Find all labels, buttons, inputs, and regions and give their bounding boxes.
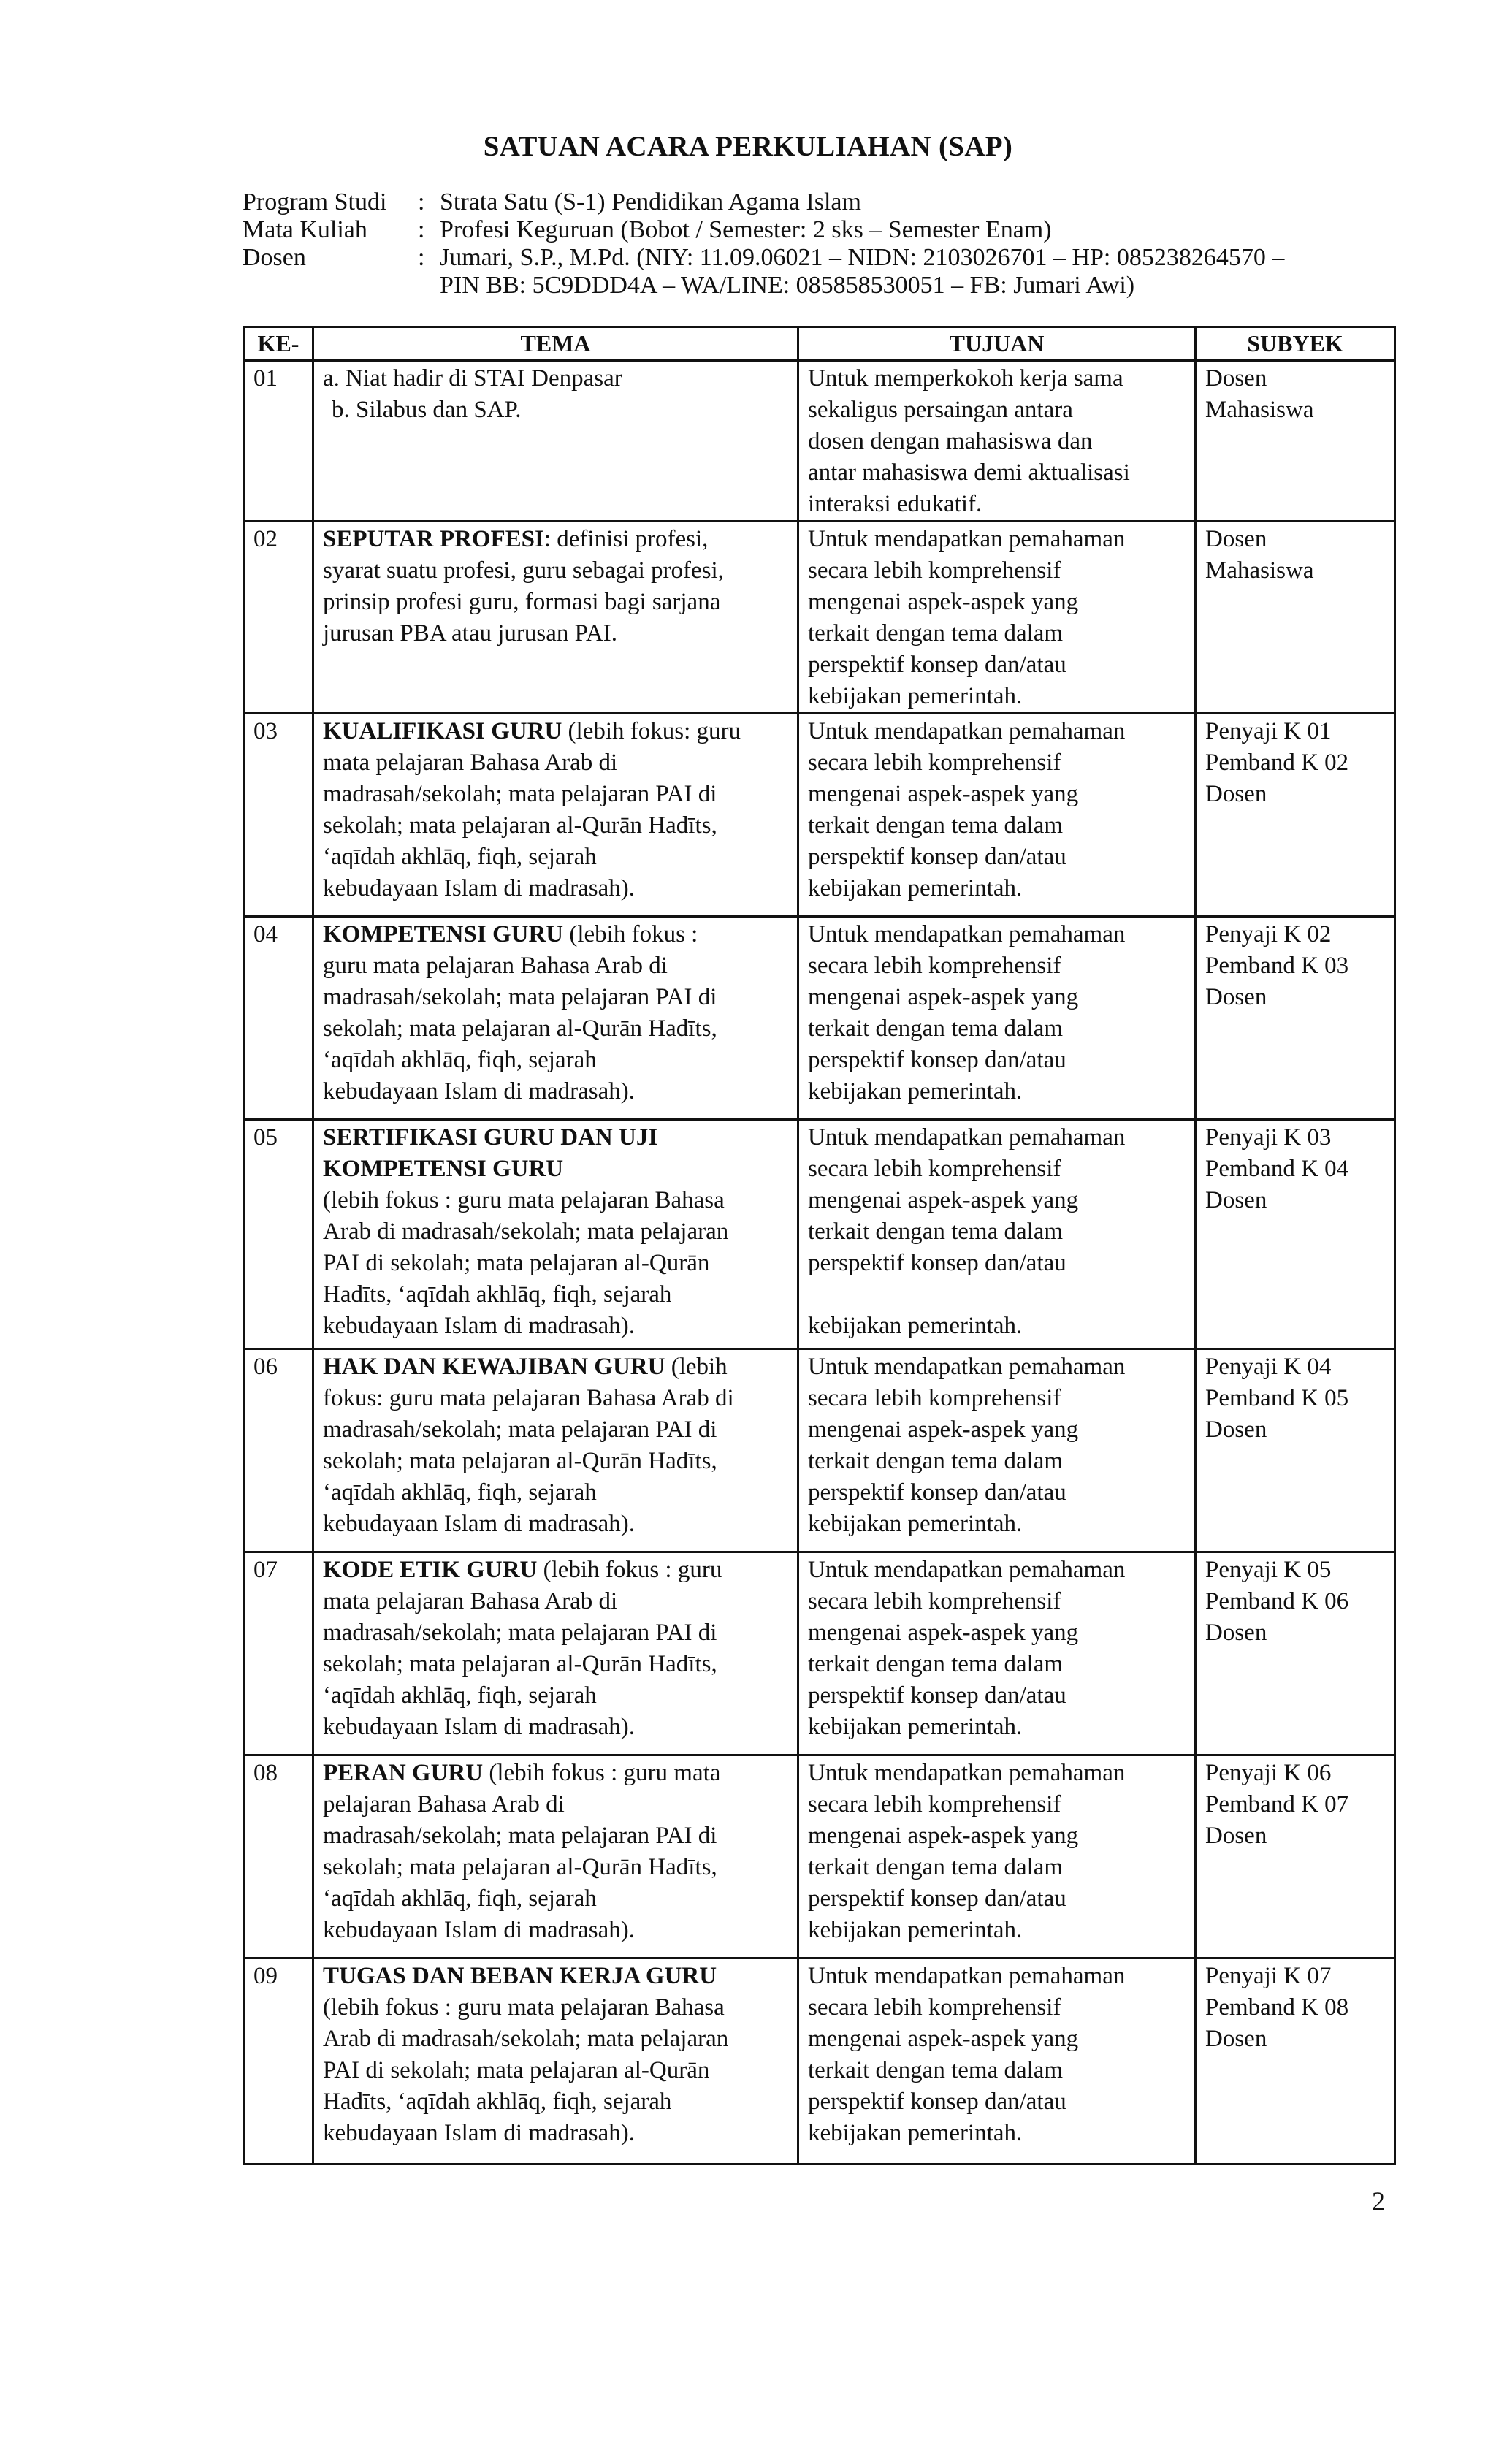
meta-row-program-studi bbox=[243, 188, 1389, 216]
subyek-cell bbox=[1196, 1755, 1395, 1958]
subyek-text: Mahasiswa bbox=[1205, 397, 1314, 423]
tujuan-text: mengenai aspek-aspek yang bbox=[808, 984, 1079, 1010]
tujuan-text: Untuk mendapatkan pemahaman bbox=[808, 1963, 1126, 1989]
meta-row-mata-kuliah bbox=[243, 216, 1389, 244]
row-number: 02 bbox=[244, 522, 313, 714]
document-title: SATUAN ACARA PERKULIAHAN (SAP) bbox=[483, 131, 1013, 162]
tujuan-text: terkait dengan tema dalam bbox=[808, 812, 1064, 839]
tema-text: PAI di sekolah; mata pelajaran al-Qurān bbox=[323, 2057, 710, 2083]
subyek-text: Pemband K 04 bbox=[1205, 1156, 1349, 1182]
tema-first-line bbox=[323, 919, 788, 950]
subyek-cell bbox=[1196, 361, 1395, 522]
tema-text: ‘aqīdah akhlāq, fiqh, sejarah bbox=[323, 1479, 597, 1506]
tujuan-text: terkait dengan tema dalam bbox=[808, 1854, 1064, 1880]
subyek-text: Pemband K 06 bbox=[1205, 1588, 1349, 1614]
tema-topic: TUGAS DAN BEBAN KERJA GURU bbox=[323, 1963, 717, 1989]
tema-text: kebudayaan Islam di madrasah). bbox=[323, 1714, 636, 1740]
meta-value-line: Jumari, S.P., M.Pd. (NIY: 11.09.06021 – NIDN: 2103026701 – HP: 085238264570 – bbox=[440, 244, 1285, 271]
subyek-text: Dosen bbox=[1205, 365, 1267, 392]
tujuan-text: perspektif konsep dan/atau bbox=[808, 652, 1066, 678]
tujuan-text: perspektif konsep dan/atau bbox=[808, 1250, 1066, 1276]
meta-value: Strata Satu (S-1) Pendidikan Agama Islam bbox=[440, 188, 861, 215]
tujuan-text: secara lebih komprehensif bbox=[808, 750, 1061, 776]
tema-text: syarat suatu profesi, guru sebagai profesi, bbox=[323, 557, 724, 584]
header-tujuan: TUJUAN bbox=[798, 327, 1196, 361]
tujuan-cell bbox=[798, 1755, 1196, 1958]
tujuan-text: mengenai aspek-aspek yang bbox=[808, 1416, 1079, 1443]
subyek-text: Dosen bbox=[1205, 984, 1267, 1010]
tujuan-cell bbox=[798, 1120, 1196, 1349]
tema-text: fokus: guru mata pelajaran Bahasa Arab di bbox=[323, 1385, 734, 1411]
meta-colon: : bbox=[418, 188, 425, 215]
tujuan-text: secara lebih komprehensif bbox=[808, 1588, 1061, 1614]
meta-label: Dosen bbox=[243, 244, 306, 271]
tema-text: pelajaran Bahasa Arab di bbox=[323, 1791, 565, 1818]
tujuan-text: secara lebih komprehensif bbox=[808, 1994, 1061, 2021]
subyek-text: Penyaji K 06 bbox=[1205, 1760, 1332, 1786]
subyek-text: Pemband K 07 bbox=[1205, 1791, 1349, 1818]
tujuan-text: terkait dengan tema dalam bbox=[808, 1448, 1064, 1474]
tema-first-line bbox=[323, 1555, 788, 1586]
tema-first-line bbox=[323, 1122, 788, 1153]
meta-row-dosen bbox=[243, 244, 1389, 300]
meta-value bbox=[440, 244, 1389, 300]
tema-cell bbox=[313, 1552, 798, 1755]
tujuan-text: antar mahasiswa demi aktualisasi bbox=[808, 459, 1130, 486]
tujuan-text: Untuk mendapatkan pemahaman bbox=[808, 921, 1126, 947]
tema-text: mata pelajaran Bahasa Arab di bbox=[323, 750, 618, 776]
tema-cell bbox=[313, 1349, 798, 1552]
table-row bbox=[244, 1349, 1395, 1552]
tema-text: (lebih fokus : guru mata pelajaran Bahasa bbox=[323, 1994, 725, 2021]
tujuan-cell bbox=[798, 361, 1196, 522]
subyek-text: Pemband K 05 bbox=[1205, 1385, 1349, 1411]
tema-text: kebudayaan Islam di madrasah). bbox=[323, 1917, 636, 1943]
tujuan-text: secara lebih komprehensif bbox=[808, 953, 1061, 979]
tema-text: Arab di madrasah/sekolah; mata pelajaran bbox=[323, 2026, 729, 2052]
tujuan-cell bbox=[798, 1349, 1196, 1552]
tujuan-text: mengenai aspek-aspek yang bbox=[808, 2026, 1079, 2052]
tema-first-line bbox=[323, 716, 788, 747]
row-number: 05 bbox=[244, 1120, 313, 1349]
tema-first-line bbox=[323, 524, 788, 555]
tema-cell bbox=[313, 1958, 798, 2164]
subyek-text: Dosen bbox=[1205, 1823, 1267, 1849]
meta-colon: : bbox=[418, 244, 425, 271]
tema-cell bbox=[313, 361, 798, 522]
tujuan-text: Untuk mendapatkan pemahaman bbox=[808, 1557, 1126, 1583]
tema-text: Arab di madrasah/sekolah; mata pelajaran bbox=[323, 1218, 729, 1245]
tema-first-line bbox=[323, 1758, 788, 1789]
tujuan-text: terkait dengan tema dalam bbox=[808, 620, 1064, 646]
tema-text: kebudayaan Islam di madrasah). bbox=[323, 1511, 636, 1537]
tema-text: (lebih fokus : guru mata bbox=[483, 1760, 721, 1786]
tema-text: madrasah/sekolah; mata pelajaran PAI di bbox=[323, 781, 717, 807]
table-row bbox=[244, 1552, 1395, 1755]
meta-value: Profesi Keguruan (Bobot / Semester: 2 sks – Semester Enam) bbox=[440, 216, 1052, 243]
table-row bbox=[244, 1755, 1395, 1958]
tema-text: PAI di sekolah; mata pelajaran al-Qurān bbox=[323, 1250, 710, 1276]
tema-text: kebudayaan Islam di madrasah). bbox=[323, 2120, 636, 2146]
page-number: 2 bbox=[1372, 2186, 1385, 2216]
tema-text: a. Niat hadir di STAI Denpasar bbox=[323, 365, 622, 392]
tema-text: jurusan PBA atau jurusan PAI. bbox=[323, 620, 618, 646]
tujuan-cell bbox=[798, 1958, 1196, 2164]
subyek-cell bbox=[1196, 522, 1395, 714]
tujuan-text: kebijakan pemerintah. bbox=[808, 2120, 1023, 2146]
table-body bbox=[244, 361, 1395, 2164]
meta-label: Program Studi bbox=[243, 188, 387, 215]
tujuan-text: mengenai aspek-aspek yang bbox=[808, 1823, 1079, 1849]
tema-topic: SEPUTAR PROFESI bbox=[323, 526, 544, 552]
tujuan-text: perspektif konsep dan/atau bbox=[808, 2089, 1066, 2115]
tema-text: madrasah/sekolah; mata pelajaran PAI di bbox=[323, 984, 717, 1010]
tema-text: ‘aqīdah akhlāq, fiqh, sejarah bbox=[323, 1885, 597, 1912]
tujuan-text: perspektif konsep dan/atau bbox=[808, 1885, 1066, 1912]
tema-topic: KOMPETENSI GURU bbox=[323, 921, 564, 947]
tema-text: (lebih fokus: guru bbox=[562, 718, 741, 744]
subyek-text: Penyaji K 04 bbox=[1205, 1354, 1332, 1380]
meta-value-line: PIN BB: 5C9DDD4A – WA/LINE: 085858530051 – FB: Jumari Awi) bbox=[440, 272, 1135, 299]
subyek-text: Penyaji K 07 bbox=[1205, 1963, 1332, 1989]
table-row bbox=[244, 522, 1395, 714]
table-header-row bbox=[244, 327, 1395, 361]
tujuan-text: dosen dengan mahasiswa dan bbox=[808, 428, 1093, 454]
tujuan-text: Untuk mendapatkan pemahaman bbox=[808, 1124, 1126, 1151]
tema-text: (lebih fokus : bbox=[563, 921, 698, 947]
header-tema: TEMA bbox=[313, 327, 798, 361]
tema-cell bbox=[313, 1755, 798, 1958]
tema-text: (lebih bbox=[665, 1354, 728, 1380]
tema-text: mata pelajaran Bahasa Arab di bbox=[323, 1588, 618, 1614]
subyek-text: Dosen bbox=[1205, 1620, 1267, 1646]
tema-topic: SERTIFIKASI GURU DAN UJI bbox=[323, 1124, 658, 1151]
subyek-cell bbox=[1196, 1120, 1395, 1349]
tema-text: (lebih fokus : guru mata pelajaran Bahasa bbox=[323, 1187, 725, 1213]
tujuan-text: Untuk mendapatkan pemahaman bbox=[808, 1760, 1126, 1786]
tujuan-text: Untuk memperkokoh kerja sama bbox=[808, 365, 1123, 392]
tema-topic: PERAN GURU bbox=[323, 1760, 484, 1786]
tujuan-text: interaksi edukatif. bbox=[808, 491, 982, 517]
row-number: 08 bbox=[244, 1755, 313, 1958]
tujuan-text: mengenai aspek-aspek yang bbox=[808, 1187, 1079, 1213]
tujuan-text: Untuk mendapatkan pemahaman bbox=[808, 526, 1126, 552]
tujuan-text: kebijakan pemerintah. bbox=[808, 1078, 1023, 1105]
subyek-text: Penyaji K 01 bbox=[1205, 718, 1332, 744]
tujuan-text: terkait dengan tema dalam bbox=[808, 2057, 1064, 2083]
tujuan-text: terkait dengan tema dalam bbox=[808, 1651, 1064, 1677]
meta-colon: : bbox=[418, 216, 425, 243]
tema-text: : definisi profesi, bbox=[543, 526, 709, 552]
tujuan-text: secara lebih komprehensif bbox=[808, 1156, 1061, 1182]
tujuan-cell bbox=[798, 714, 1196, 917]
tujuan-text: kebijakan pemerintah. bbox=[808, 875, 1023, 901]
tema-cell bbox=[313, 714, 798, 917]
tema-cell bbox=[313, 1120, 798, 1349]
header-ke: KE- bbox=[244, 327, 313, 361]
tema-text: sekolah; mata pelajaran al-Qurān Hadīts, bbox=[323, 1448, 717, 1474]
tujuan-text: Untuk mendapatkan pemahaman bbox=[808, 718, 1126, 744]
tema-text: kebudayaan Islam di madrasah). bbox=[323, 1078, 636, 1105]
row-number: 01 bbox=[244, 361, 313, 522]
tema-text: madrasah/sekolah; mata pelajaran PAI di bbox=[323, 1416, 717, 1443]
row-number: 04 bbox=[244, 917, 313, 1120]
subyek-text: Dosen bbox=[1205, 1187, 1267, 1213]
table-row bbox=[244, 714, 1395, 917]
tema-topic: KOMPETENSI GURU bbox=[323, 1156, 564, 1182]
tema-text: sekolah; mata pelajaran al-Qurān Hadīts, bbox=[323, 1854, 717, 1880]
tujuan-cell bbox=[798, 917, 1196, 1120]
subyek-text: Dosen bbox=[1205, 526, 1267, 552]
tujuan-text bbox=[808, 1279, 1186, 1311]
tujuan-text: secara lebih komprehensif bbox=[808, 1791, 1061, 1818]
row-number: 03 bbox=[244, 714, 313, 917]
tujuan-text: perspektif konsep dan/atau bbox=[808, 1047, 1066, 1073]
table-row bbox=[244, 1958, 1395, 2164]
subyek-text: Penyaji K 03 bbox=[1205, 1124, 1332, 1151]
tujuan-text: kebijakan pemerintah. bbox=[808, 683, 1023, 709]
tujuan-text: perspektif konsep dan/atau bbox=[808, 1479, 1066, 1506]
tema-text: Hadīts, ‘aqīdah akhlāq, fiqh, sejarah bbox=[323, 2089, 672, 2115]
tujuan-text: mengenai aspek-aspek yang bbox=[808, 781, 1079, 807]
subyek-text: Dosen bbox=[1205, 1416, 1267, 1443]
tema-text: Hadīts, ‘aqīdah akhlāq, fiqh, sejarah bbox=[323, 1281, 672, 1308]
tujuan-text: kebijakan pemerintah. bbox=[808, 1511, 1023, 1537]
header-subyek: SUBYEK bbox=[1196, 327, 1395, 361]
tujuan-text: mengenai aspek-aspek yang bbox=[808, 589, 1079, 615]
row-number: 06 bbox=[244, 1349, 313, 1552]
subyek-text: Pemband K 02 bbox=[1205, 750, 1349, 776]
tema-text: madrasah/sekolah; mata pelajaran PAI di bbox=[323, 1620, 717, 1646]
subyek-cell bbox=[1196, 1958, 1395, 2164]
table-row bbox=[244, 917, 1395, 1120]
subyek-text: Pemband K 03 bbox=[1205, 953, 1349, 979]
tema-first-line bbox=[323, 1961, 788, 1992]
tema-topic: KODE ETIK GURU bbox=[323, 1557, 538, 1583]
tujuan-text: secara lebih komprehensif bbox=[808, 557, 1061, 584]
tujuan-text: sekaligus persaingan antara bbox=[808, 397, 1073, 423]
sap-table bbox=[243, 326, 1396, 2165]
tema-text: guru mata pelajaran Bahasa Arab di bbox=[323, 953, 668, 979]
subyek-cell bbox=[1196, 1349, 1395, 1552]
subyek-text: Mahasiswa bbox=[1205, 557, 1314, 584]
tujuan-text: secara lebih komprehensif bbox=[808, 1385, 1061, 1411]
tujuan-text: perspektif konsep dan/atau bbox=[808, 844, 1066, 870]
tema-text: prinsip profesi guru, formasi bagi sarjana bbox=[323, 589, 721, 615]
tujuan-text: mengenai aspek-aspek yang bbox=[808, 1620, 1079, 1646]
tema-text: madrasah/sekolah; mata pelajaran PAI di bbox=[323, 1823, 717, 1849]
tema-text: b. Silabus dan SAP. bbox=[332, 397, 522, 423]
table-row bbox=[244, 1120, 1395, 1349]
tema-text: kebudayaan Islam di madrasah). bbox=[323, 875, 636, 901]
tujuan-text: terkait dengan tema dalam bbox=[808, 1015, 1064, 1042]
tujuan-text: terkait dengan tema dalam bbox=[808, 1218, 1064, 1245]
subyek-cell bbox=[1196, 1552, 1395, 1755]
tema-text: ‘aqīdah akhlāq, fiqh, sejarah bbox=[323, 1047, 597, 1073]
tema-cell bbox=[313, 917, 798, 1120]
subyek-cell bbox=[1196, 714, 1395, 917]
tema-text: sekolah; mata pelajaran al-Qurān Hadīts, bbox=[323, 1015, 717, 1042]
subyek-cell bbox=[1196, 917, 1395, 1120]
tema-topic: HAK DAN KEWAJIBAN GURU bbox=[323, 1354, 665, 1380]
row-number: 09 bbox=[244, 1958, 313, 2164]
tema-text: ‘aqīdah akhlāq, fiqh, sejarah bbox=[323, 1682, 597, 1709]
tujuan-text: kebijakan pemerintah. bbox=[808, 1714, 1023, 1740]
subyek-text: Dosen bbox=[1205, 781, 1267, 807]
meta-label: Mata Kuliah bbox=[243, 216, 367, 243]
tujuan-text: Untuk mendapatkan pemahaman bbox=[808, 1354, 1126, 1380]
subyek-text: Penyaji K 05 bbox=[1205, 1557, 1332, 1583]
subyek-text: Pemband K 08 bbox=[1205, 1994, 1349, 2021]
tujuan-text: kebijakan pemerintah. bbox=[808, 1917, 1023, 1943]
tema-text: sekolah; mata pelajaran al-Qurān Hadīts, bbox=[323, 1651, 717, 1677]
tujuan-text: kebijakan pemerintah. bbox=[808, 1313, 1023, 1339]
table-row bbox=[244, 361, 1395, 522]
tema-cell bbox=[313, 522, 798, 714]
tema-first-line bbox=[323, 1351, 788, 1383]
row-number: 07 bbox=[244, 1552, 313, 1755]
subyek-text: Penyaji K 02 bbox=[1205, 921, 1332, 947]
tujuan-cell bbox=[798, 1552, 1196, 1755]
tema-text: sekolah; mata pelajaran al-Qurān Hadīts, bbox=[323, 812, 717, 839]
tema-topic: KUALIFIKASI GURU bbox=[323, 718, 562, 744]
tema-text: (lebih fokus : guru bbox=[537, 1557, 722, 1583]
tujuan-text: perspektif konsep dan/atau bbox=[808, 1682, 1066, 1709]
tema-text: ‘aqīdah akhlāq, fiqh, sejarah bbox=[323, 844, 597, 870]
subyek-text: Dosen bbox=[1205, 2026, 1267, 2052]
course-info bbox=[243, 188, 1389, 300]
tujuan-cell bbox=[798, 522, 1196, 714]
tema-text: kebudayaan Islam di madrasah). bbox=[323, 1313, 636, 1339]
